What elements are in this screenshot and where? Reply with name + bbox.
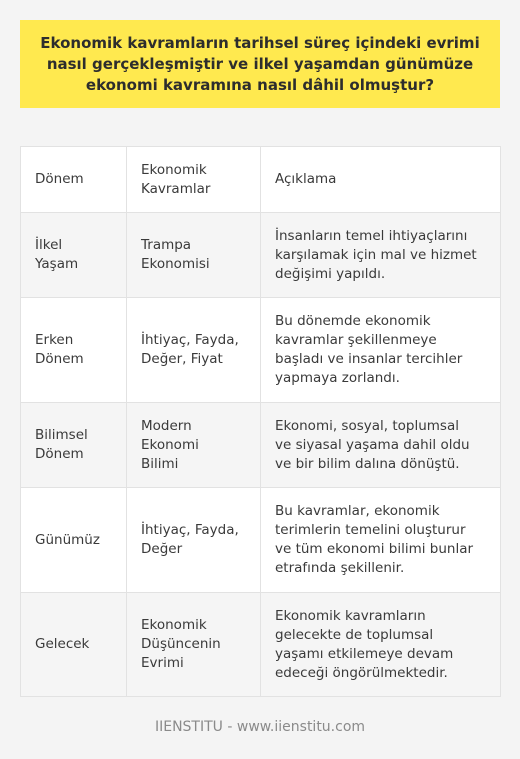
description-cell: İnsanların temel ihtiyaçlarını karşılamak için mal ve hizmet değişimi yapıldı. — [261, 213, 501, 298]
header-cell-concepts: Ekonomik Kavramlar — [127, 147, 261, 213]
page-title: Ekonomik kavramların tarihsel süreç içindeki evrimi nasıl gerçekleşmiştir ve ilkel yaşamdan günümüze ekonomi kavramına nasıl dâhil olmuştur? — [40, 33, 480, 94]
period-cell: Bilimsel Dönem — [21, 403, 127, 488]
description-cell: Ekonomi, sosyal, toplumsal ve siyasal yaşama dahil oldu ve bir bilim dalına dönüştü. — [261, 403, 501, 488]
table-row — [21, 593, 501, 697]
table-row — [21, 403, 501, 488]
table-row — [21, 298, 501, 403]
header-cell-period: Dönem — [21, 147, 127, 213]
concepts-cell: Ekonomik Düşüncenin Evrimi — [127, 593, 261, 697]
title-banner — [20, 20, 500, 108]
economic-concepts-table — [20, 146, 501, 697]
table-row — [21, 488, 501, 593]
description-cell: Bu kavramlar, ekonomik terimlerin temelini oluşturur ve tüm ekonomi bilimi bunlar etrafında şekillenir. — [261, 488, 501, 593]
table-header-row — [21, 147, 501, 213]
period-cell: Erken Dönem — [21, 298, 127, 403]
description-cell: Ekonomik kavramların gelecekte de toplumsal yaşamı etkilemeye devam edeceği öngörülmektedir. — [261, 593, 501, 697]
description-cell: Bu dönemde ekonomik kavramlar şekillenmeye başladı ve insanlar tercihler yapmaya zorlandı. — [261, 298, 501, 403]
concepts-cell: İhtiyaç, Fayda, Değer — [127, 488, 261, 593]
table-row — [21, 213, 501, 298]
footer-credit: IIENSTITU - www.iienstitu.com — [154, 719, 366, 735]
period-cell: Gelecek — [21, 593, 127, 697]
header-cell-description: Açıklama — [261, 147, 501, 213]
concepts-cell: İhtiyaç, Fayda, Değer, Fiyat — [127, 298, 261, 403]
period-cell: Günümüz — [21, 488, 127, 593]
concepts-cell: Trampa Ekonomisi — [127, 213, 261, 298]
period-cell: İlkel Yaşam — [21, 213, 127, 298]
concepts-cell: Modern Ekonomi Bilimi — [127, 403, 261, 488]
